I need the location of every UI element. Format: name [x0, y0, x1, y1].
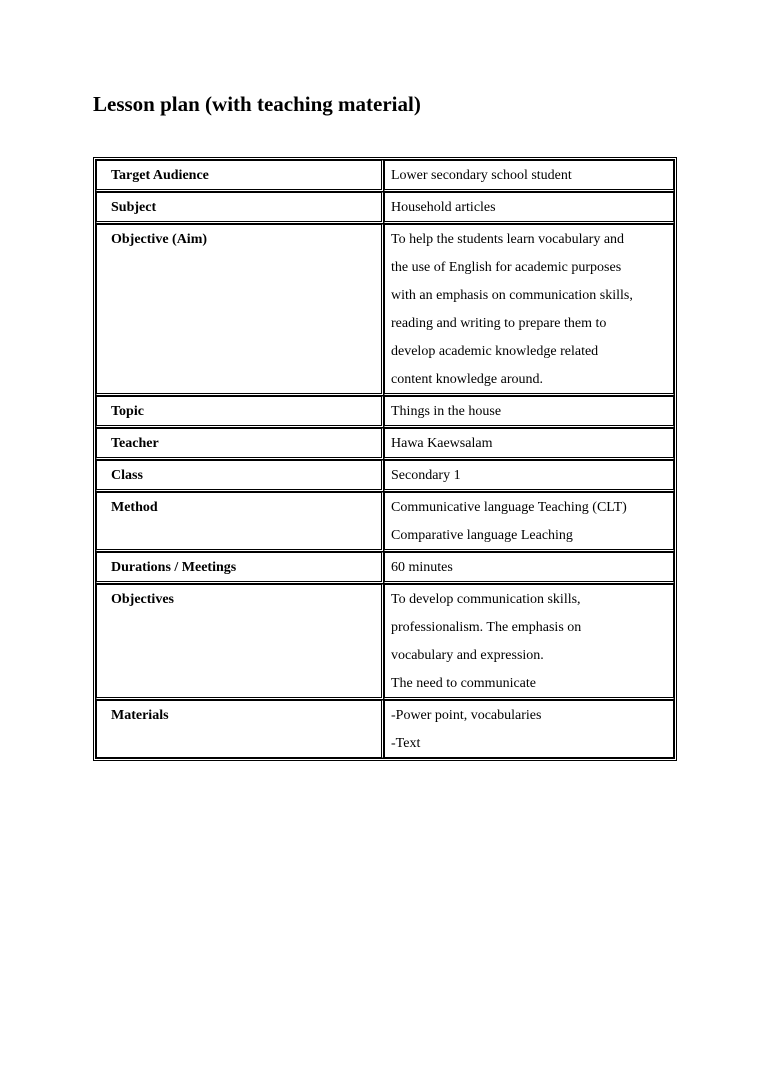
row-label: Teacher: [96, 428, 384, 460]
value-line: develop academic knowledge related: [391, 344, 599, 359]
value-line: To help the students learn vocabulary and: [391, 232, 625, 247]
table-row-target-audience: [96, 160, 674, 192]
row-value: [384, 492, 674, 552]
row-label: Target Audience: [96, 160, 384, 192]
table-row-materials: [96, 700, 674, 758]
value-line: Hawa Kaewsalam: [391, 436, 493, 451]
value-line: Lower secondary school student: [391, 168, 572, 183]
value-line: The need to communicate: [391, 676, 536, 691]
table-row-durations-meetings: [96, 552, 674, 584]
value-line: Things in the house: [391, 404, 502, 419]
value-line: Communicative language Teaching (CLT): [391, 500, 627, 515]
value-line: -Text: [391, 736, 421, 751]
row-value: [384, 460, 674, 492]
table-row-method: [96, 492, 674, 552]
value-line: vocabulary and expression.: [391, 648, 544, 663]
lesson-plan-table: [93, 157, 677, 761]
value-line: with an emphasis on communication skills,: [391, 288, 633, 303]
value-line: content knowledge around.: [391, 372, 544, 387]
row-value: [384, 552, 674, 584]
row-label: Durations / Meetings: [96, 552, 384, 584]
row-label: Topic: [96, 396, 384, 428]
row-value: [384, 428, 674, 460]
row-value: [384, 160, 674, 192]
table-row-subject: [96, 192, 674, 224]
row-label: Method: [96, 492, 384, 552]
value-line: Comparative language Leaching: [391, 528, 573, 543]
table-row-objective-aim: [96, 224, 674, 396]
value-line: -Power point, vocabularies: [391, 708, 542, 723]
row-label: Subject: [96, 192, 384, 224]
row-value: [384, 700, 674, 758]
value-line: reading and writing to prepare them to: [391, 316, 607, 331]
row-label: Class: [96, 460, 384, 492]
value-line: To develop communication skills,: [391, 592, 581, 607]
table-row-teacher: [96, 428, 674, 460]
row-label: Materials: [96, 700, 384, 758]
value-line: the use of English for academic purposes: [391, 260, 622, 275]
row-value: [384, 192, 674, 224]
table-row-topic: [96, 396, 674, 428]
row-value: [384, 396, 674, 428]
row-value: [384, 224, 674, 396]
value-line: 60 minutes: [391, 560, 453, 575]
row-value: [384, 584, 674, 700]
table-row-objectives: [96, 584, 674, 700]
value-line: Household articles: [391, 200, 496, 215]
row-label: Objectives: [96, 584, 384, 700]
page-title: Lesson plan (with teaching material): [93, 92, 421, 116]
value-line: professionalism. The emphasis on: [391, 620, 582, 635]
table-row-class: [96, 460, 674, 492]
row-label: Objective (Aim): [96, 224, 384, 396]
value-line: Secondary 1: [391, 468, 461, 483]
